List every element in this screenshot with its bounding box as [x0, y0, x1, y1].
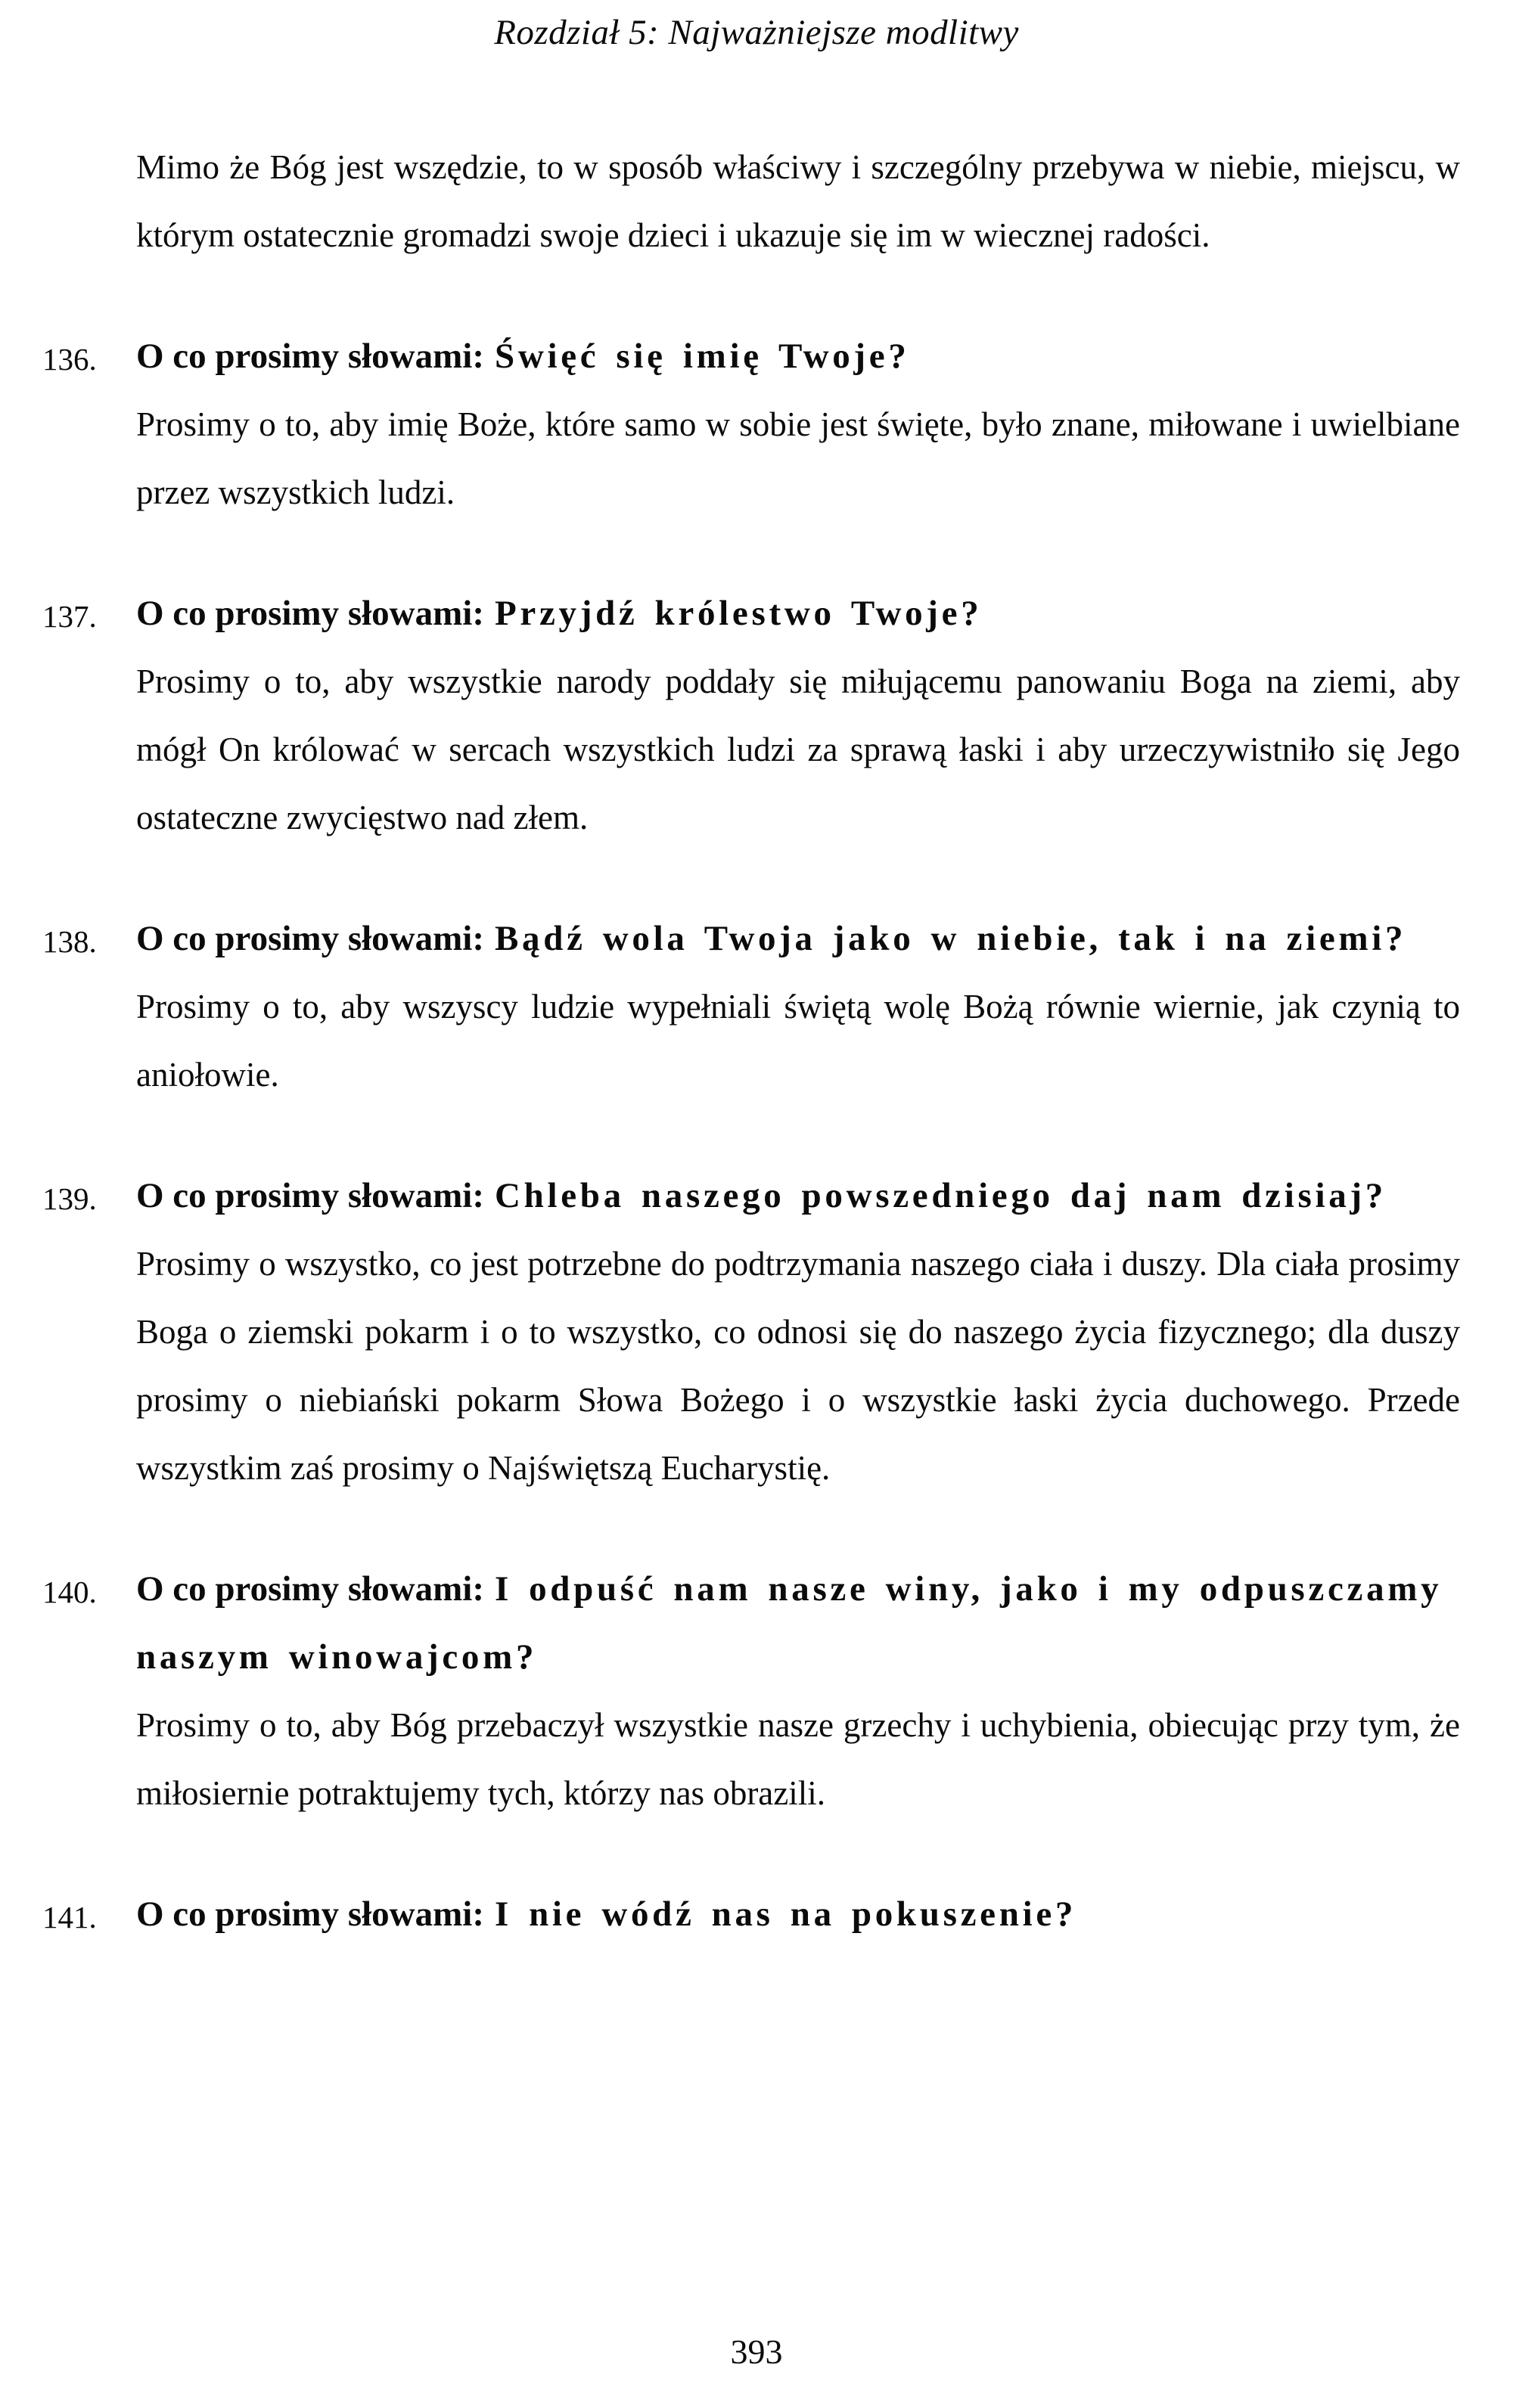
question-prayer-words: I nie wódź nas na pokuszenie? [494, 1894, 1077, 1934]
question-prefix: O co prosimy słowami: [136, 594, 484, 633]
question-heading [136, 1162, 1460, 1230]
question-prayer-words: Święć się imię Twoje? [494, 337, 910, 376]
question-heading [136, 322, 1460, 390]
question-number: 137. [42, 599, 97, 634]
qa-item-141 [42, 1880, 1460, 1948]
answer-paragraph: Prosimy o to, aby wszyscy ludzie wypełniali świętą wolę Bożą równie wiernie, jak czynią to aniołowie. [136, 988, 1460, 1094]
question-prayer-words: Bądź wola Twoja jako w niebie, tak i na ziemi? [494, 919, 1407, 958]
question-number: 138. [42, 924, 97, 959]
question-prayer-words: I odpuść nam nasze winy, jako i my odpuszczamy naszym winowajcom? [136, 1569, 1443, 1677]
question-number: 141. [42, 1900, 97, 1935]
question-prefix: O co prosimy słowami: [136, 1894, 484, 1934]
answer-paragraph: Prosimy o wszystko, co jest potrzebne do podtrzymania naszego ciała i duszy. Dla ciała prosimy Boga o ziemski pokarm i o to wszystko, co odnosi się do naszego życia fizycznego; dla duszy prosimy o niebiański pokarm Słowa Bożego i o wszystkie łaski życia duchowego. Przede wszystkim zaś prosimy o Najświętszą Eucharystię. [136, 1245, 1460, 1487]
question-heading [136, 905, 1460, 973]
answer-paragraph: Prosimy o to, aby imię Boże, które samo w sobie jest święte, było znane, miłowane i uwielbiane przez wszystkich ludzi. [136, 405, 1460, 511]
question-heading [136, 579, 1460, 647]
intro-paragraph: Mimo że Bóg jest wszędzie, to w sposób właściwy i szczególny przebywa w niebie, miejscu, w którym ostatecznie gromadzi swoje dzieci i ukazuje się im w wiecznej radości. [136, 148, 1460, 254]
qa-item-137 [42, 579, 1460, 852]
page-number: 393 [730, 2332, 783, 2371]
qa-item-136 [42, 322, 1460, 526]
question-prayer-words: Chleba naszego powszedniego daj nam dzisiaj? [494, 1176, 1387, 1215]
question-prefix: O co prosimy słowami: [136, 919, 484, 958]
question-number: 140. [42, 1575, 97, 1609]
page-content [42, 133, 1460, 1948]
answer-paragraph: Prosimy o to, aby wszystkie narody poddały się miłującemu panowaniu Boga na ziemi, aby mógł On królować w sercach wszystkich ludzi za sprawą łaski i aby urzeczywistniło się Jego ostateczne zwycięstwo nad złem. [136, 663, 1460, 836]
running-header: Rozdział 5: Najważniejsze modlitwy [494, 13, 1019, 52]
question-prayer-words: Przyjdź królestwo Twoje? [494, 594, 983, 633]
qa-item-139 [42, 1162, 1460, 1502]
qa-item-140 [42, 1555, 1460, 1827]
answer-paragraph: Prosimy o to, aby Bóg przebaczył wszystkie nasze grzechy i uchybienia, obiecując przy tym, że miłosiernie potraktujemy tych, którzy nas obrazili. [136, 1706, 1460, 1812]
question-prefix: O co prosimy słowami: [136, 337, 484, 376]
question-heading [136, 1555, 1460, 1691]
question-heading [136, 1880, 1460, 1948]
question-prefix: O co prosimy słowami: [136, 1569, 484, 1609]
question-number: 139. [42, 1181, 97, 1216]
qa-item-138 [42, 905, 1460, 1109]
question-number: 136. [42, 342, 97, 377]
question-prefix: O co prosimy słowami: [136, 1176, 484, 1215]
